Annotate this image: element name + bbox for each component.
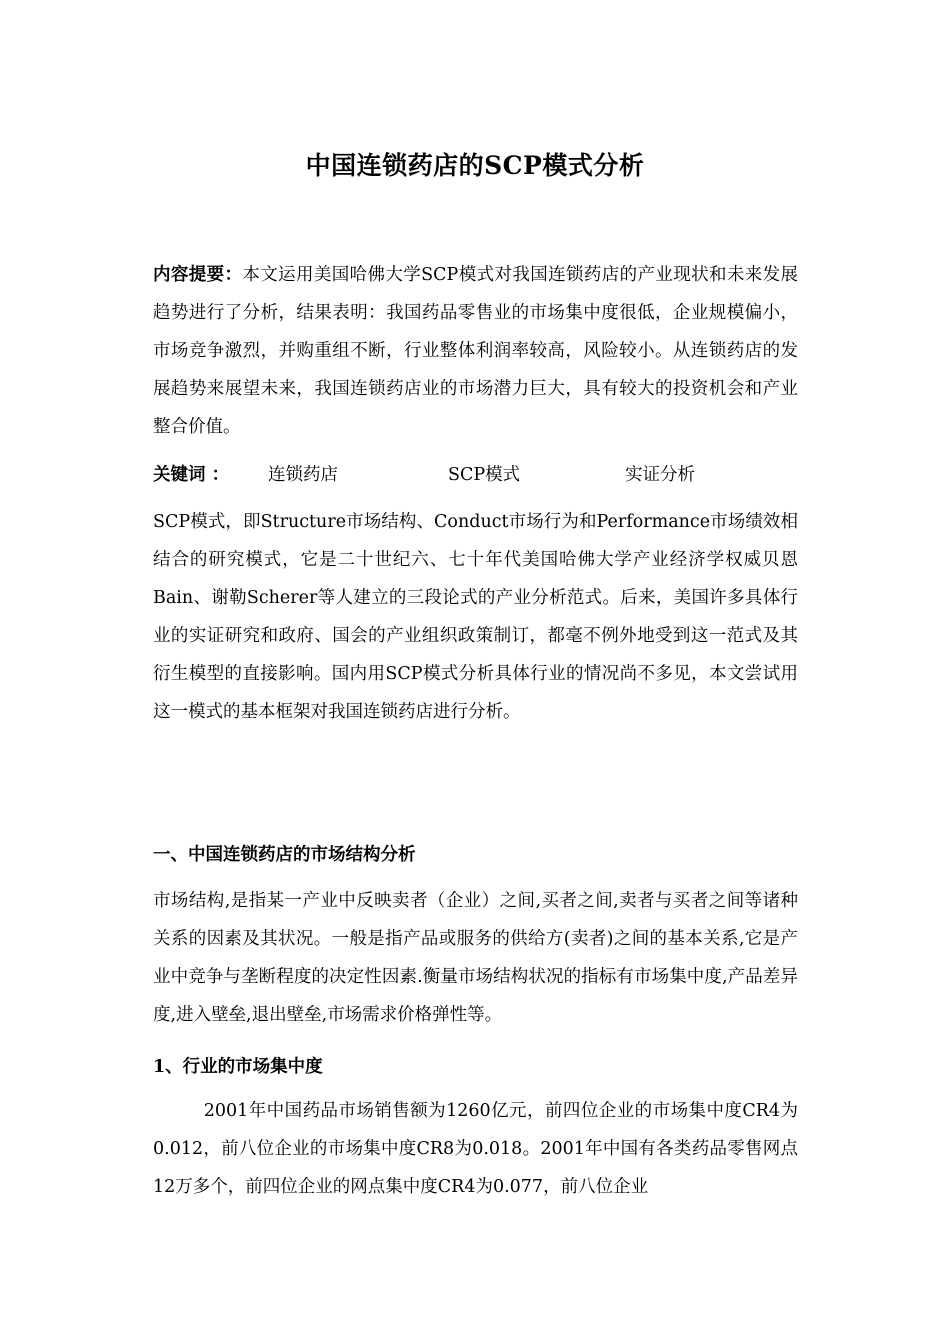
keyword-item: SCP模式 <box>448 465 521 485</box>
subsection-paragraph: 2001年中国药品市场销售额为1260亿元，前四位企业的市场集中度CR4为0.012，前八位企业的市场集中度CR8为0.018。2001年中国有各类药品零售网点12万多个，前四位企业的网点集中度CR4为0.077，前八位企业 <box>153 1101 798 1197</box>
subsection-heading: 1、行业的市场集中度 <box>153 1057 323 1077</box>
document-title: 中国连锁药店的SCP模式分析 <box>305 151 645 180</box>
abstract-label: 内容提要： <box>153 265 243 285</box>
abstract-text: 本文运用美国哈佛大学SCP模式对我国连锁药店的产业现状和未来发展趋势进行了分析，结果表明：我国药品零售业的市场集中度很低，企业规模偏小，市场竞争激烈，并购重组不断，行业整体利润率较高，风险较小。从连锁药店的发展趋势来展望未来，我国连锁药店业的市场潜力巨大，具有较大的投资机会和产业整合价值。 <box>153 265 798 437</box>
section-paragraph: 市场结构,是指某一产业中反映卖者（企业）之间,买者之间,卖者与买者之间等诸种关系的因素及其状况。一般是指产品或服务的供给方(卖者)之间的基本关系,它是产业中竞争与垄断程度的决定性因素.衡量市场结构状况的指标有市场集中度,产品差异度,进入壁垒,退出壁垒,市场需求价格弹性等。 <box>153 891 798 1025</box>
intro-paragraph: SCP模式，即Structure市场结构、Conduct市场行为和Performance市场绩效相结合的研究模式，它是二十世纪六、七十年代美国哈佛大学产业经济学权威贝恩 Bain、谢勒Scherer等人建立的三段论式的产业分析范式。后来，美国许多具体行业的实证研究和政府、国会的产业组织政策制订，都毫不例外地受到这一范式及其衍生模型的直接影响。国内用SCP模式分析具体行业的情况尚不多见，本文尝试用这一模式的基本框架对我国连锁药店进行分析。 <box>153 512 798 722</box>
keywords-line <box>153 456 798 494</box>
keywords-label: 关键词 ： <box>153 465 230 485</box>
section-heading: 一、中国连锁药店的市场结构分析 <box>153 845 416 865</box>
abstract-paragraph <box>153 256 798 446</box>
keyword-item: 连锁药店 <box>268 465 338 485</box>
keyword-item: 实证分析 <box>625 465 695 485</box>
